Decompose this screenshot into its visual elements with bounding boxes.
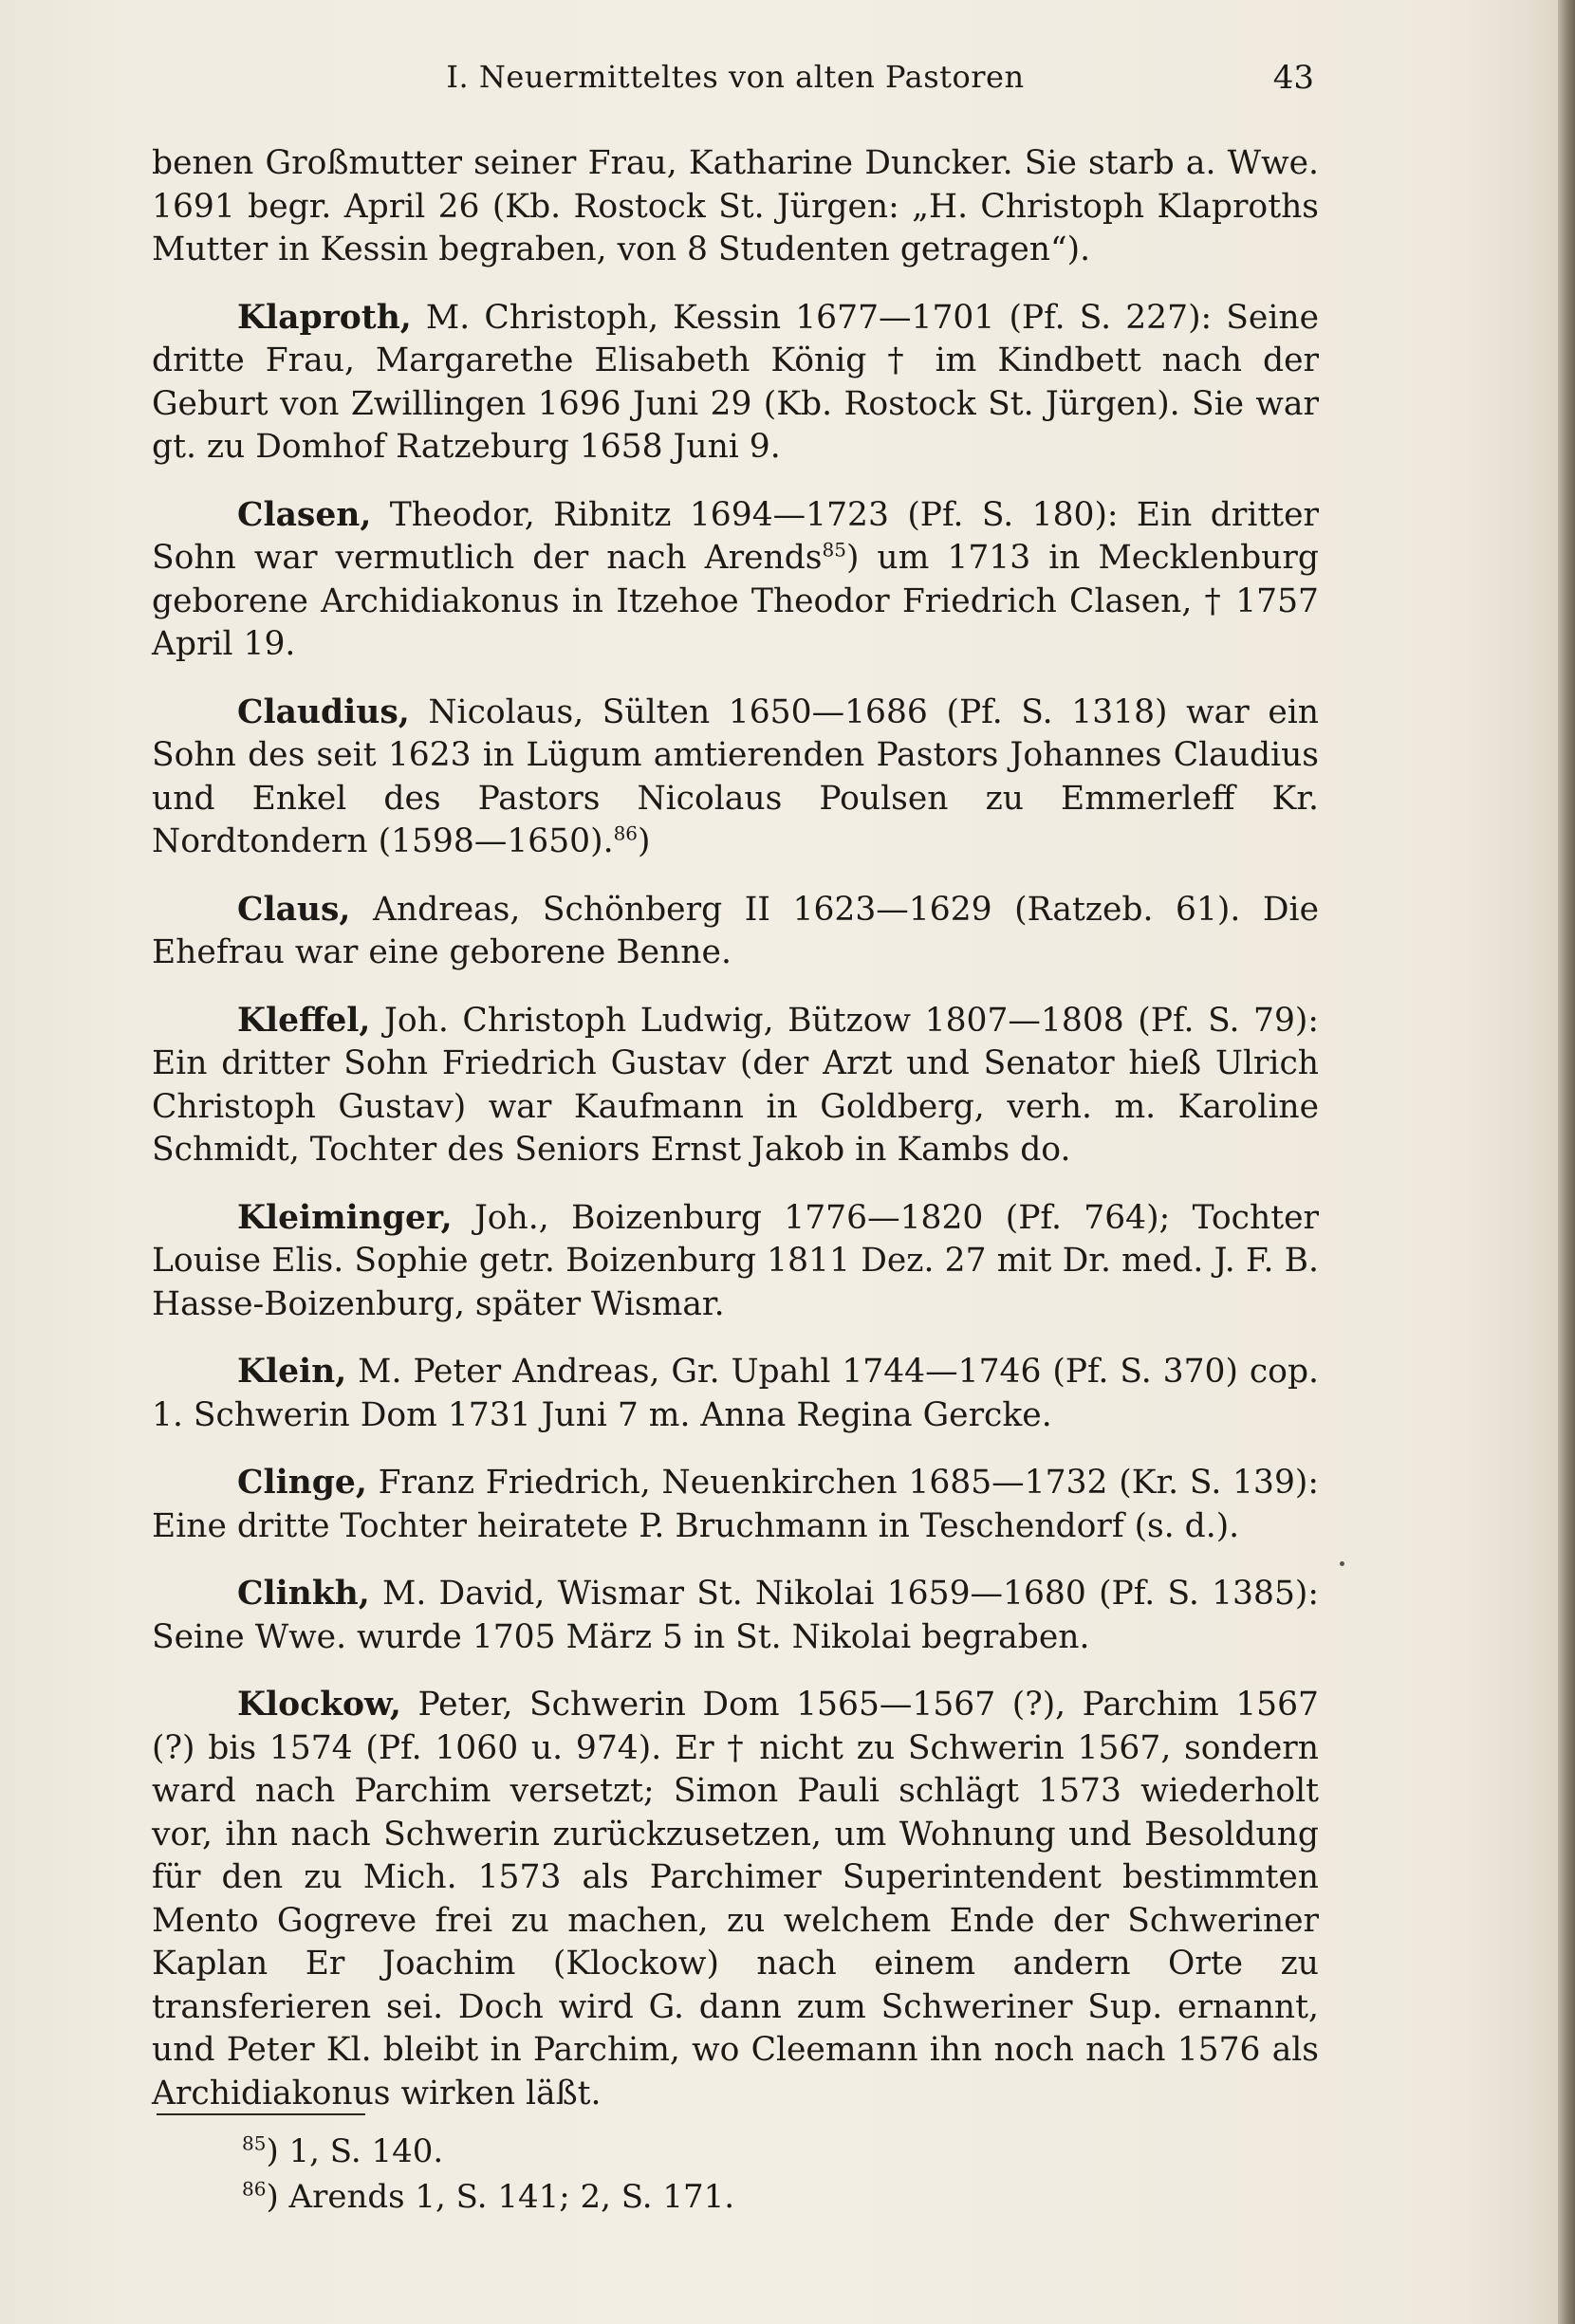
footnotes xyxy=(242,2129,734,2220)
entry-claus xyxy=(152,889,1319,975)
entry-name: Clasen, xyxy=(237,495,372,534)
entry-name: Klein, xyxy=(237,1353,347,1391)
entry-name: Kleiminger, xyxy=(237,1198,453,1237)
entry-name: Kleffel, xyxy=(237,1001,371,1040)
entry-klockow xyxy=(152,1684,1319,2115)
entry-name: Klaproth, xyxy=(237,298,412,337)
entry-text: Peter, Schwerin Dom 1565—1567 (?), Parchim 1567 (?) bis 1574 (Pf. 1060 u. 974). Er † nicht zu Schwerin 1567, sondern ward nach Parchim versetzt; Simon Pauli schlägt 1573 wiederholt vor, ihn nach Schwerin zurückzusetzen, um Wohnung und Besoldung für den zu Mich. 1573 als Parchimer Superintendent bestimmten Mento Gogreve frei zu machen, zu welchem Ende der Schweriner Kaplan Er Joachim (Klockow) nach einem andern Orte zu transferieren sei. Doch wird G. dann zum Schweriner Sup. ernannt, und Peter Kl. bleibt in Parchim, wo Cleemann ihn noch nach 1576 als Archidiakonus wirken läßt. xyxy=(152,1686,1319,2112)
page-header xyxy=(157,59,1314,106)
footnote-separator xyxy=(157,2113,365,2115)
paragraph-text: benen Großmutter seiner Frau, Katharine Duncker. Sie starb a. Wwe. 1691 begr. April 26 (Kb. Rostock St. Jürgen: „H. Christoph Klaproths Mutter in Kessin begraben, von 8 Studenten getragen“). xyxy=(152,144,1319,268)
entry-name: Klockow, xyxy=(237,1686,401,1724)
footnote-ref: 86 xyxy=(613,821,639,845)
print-speck xyxy=(1340,1561,1344,1566)
entry-clinge xyxy=(152,1462,1319,1548)
entry-claudius xyxy=(152,692,1319,864)
page-edge-shadow xyxy=(1558,0,1575,2324)
entry-text: M. Christoph, Kessin 1677—1701 (Pf. S. 227): Seine dritte Frau, Margarethe Elisabeth König † im Kindbett nach der Geburt von Zwillingen 1696 Juni 29 (Kb. Rostock St. Jürgen). Sie war gt. zu Domhof Ratzeburg 1658 Juni 9. xyxy=(152,298,1319,466)
entry-text: Joh. Christoph Ludwig, Bützow 1807—1808 (Pf. S. 79): Ein dritter Sohn Friedrich Gustav (der Arzt und Senator hieß Ulrich Christoph Gustav) war Kaufmann in Goldberg, verh. m. Karoline Schmidt, Tochter des Seniors Ernst Jakob in Kambs do. xyxy=(152,1001,1319,1169)
entry-kleffel xyxy=(152,1000,1319,1172)
footnote-86 xyxy=(242,2174,734,2220)
entry-text: Andreas, Schönberg II 1623—1629 (Ratzeb. 61). Die Ehefrau war eine geborene Benne. xyxy=(152,890,1319,971)
footnote-85 xyxy=(242,2129,734,2174)
entry-clinkh xyxy=(152,1573,1319,1659)
footnote-text: ) 1, S. 140. xyxy=(266,2132,444,2170)
paragraph-continuation xyxy=(152,142,1319,272)
entry-text: Nicolaus, Sülten 1650—1686 (Pf. S. 1318) war ein Sohn des seit 1623 in Lügum amtierenden Pastors Johannes Claudius und Enkel des Pastors Nicolaus Poulsen zu Emmerleff Kr. Nordtondern (1598—1650). xyxy=(152,692,1319,860)
entry-text: M. David, Wismar St. Nikolai 1659—1680 (Pf. S. 1385): Seine Wwe. wurde 1705 März 5 in St. Nikolai begraben. xyxy=(152,1575,1319,1656)
page-number: 43 xyxy=(1272,59,1314,97)
entry-text: Joh., Boizenburg 1776—1820 (Pf. 764); Tochter Louise Elis. Sophie getr. Boizenburg 1811 Dez. 27 mit Dr. med. J. F. B. Hasse-Boizenburg, später Wismar. xyxy=(152,1198,1319,1323)
footnote-text: ) Arends 1, S. 141; 2, S. 171. xyxy=(266,2178,735,2216)
entry-text: Theodor, Ribnitz 1694—1723 (Pf. S. 180): Ein dritter Sohn war vermutlich der nach Arends xyxy=(152,495,1319,577)
footnote-ref: 85 xyxy=(822,538,846,562)
entry-text: ) xyxy=(638,822,651,860)
body-text xyxy=(152,142,1319,2140)
entry-klaproth xyxy=(152,297,1319,470)
footnote-number: 86 xyxy=(242,2177,267,2201)
entry-clasen xyxy=(152,494,1319,667)
entry-name: Claus, xyxy=(237,890,351,929)
entry-klein xyxy=(152,1351,1319,1437)
running-title: I. Neuermitteltes von alten Pastoren xyxy=(446,59,1025,95)
entry-kleiminger xyxy=(152,1197,1319,1327)
entry-name: Clinkh, xyxy=(237,1575,370,1613)
footnote-number: 85 xyxy=(242,2131,267,2155)
entry-name: Clinge, xyxy=(237,1464,367,1502)
entry-text: ) um 1713 in Mecklenburg geborene Archidiakonus in Itzehoe Theodor Friedrich Clasen, † 1757 April 19. xyxy=(152,539,1319,663)
entry-text: Franz Friedrich, Neuenkirchen 1685—1732 (Kr. S. 139): Eine dritte Tochter heiratete P. Bruchmann in Teschendorf (s. d.). xyxy=(152,1464,1319,1545)
entry-text: M. Peter Andreas, Gr. Upahl 1744—1746 (Pf. S. 370) cop. 1. Schwerin Dom 1731 Juni 7 m. Anna Regina Gercke. xyxy=(152,1353,1319,1434)
entry-name: Claudius, xyxy=(237,692,410,731)
